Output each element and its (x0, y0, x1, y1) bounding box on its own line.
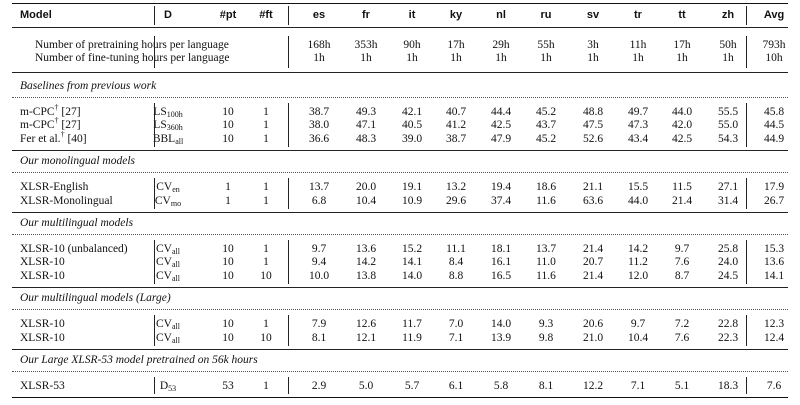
wer-value: 7.6 (674, 331, 690, 344)
dataset-name-subscript: en (172, 185, 180, 195)
wer-value: 9.7 (630, 318, 646, 331)
model-name (20, 332, 65, 345)
dataset-name-base: CV (154, 194, 171, 207)
column-divider (746, 315, 747, 346)
column-divider (154, 315, 155, 346)
column-divider (746, 36, 747, 68)
wer-value: 48.3 (355, 132, 377, 145)
wer-value: 20.0 (355, 181, 377, 194)
dagger-mark: † (60, 129, 65, 139)
dataset-name (156, 243, 180, 256)
wer-value: 47.9 (490, 132, 512, 145)
wer-value: 8.1 (311, 331, 327, 344)
column-header-tr: tr (634, 9, 642, 21)
wer-value: 21.4 (582, 243, 604, 255)
avg-value: 45.8 (763, 106, 785, 118)
section-end-rule (12, 397, 788, 398)
wer-value: 38.0 (308, 119, 330, 132)
wer-value: 13.7 (535, 243, 557, 255)
column-divider (154, 240, 155, 284)
finetune-langs: 10 (260, 269, 272, 282)
dataset-name-subscript: all (171, 260, 180, 270)
wer-value: 21.4 (582, 269, 604, 282)
column-divider (154, 6, 155, 25)
avg-value: 26.7 (763, 194, 785, 207)
dataset-name-base: CV (156, 269, 172, 282)
wer-value: 7.1 (448, 331, 464, 344)
wer-value: 38.7 (308, 106, 330, 118)
model-name (20, 380, 65, 393)
column-header-it: it (408, 9, 416, 21)
wer-value: 5.0 (358, 380, 374, 392)
finetuning-hours-value: 1h (360, 52, 372, 64)
wer-value: 14.2 (355, 256, 377, 269)
wer-value: 15.5 (627, 181, 649, 194)
model-name-base: XLSR-53 (20, 380, 65, 392)
wer-value: 11.5 (672, 181, 692, 194)
wer-value: 8.7 (674, 269, 690, 282)
pretrain-langs: 10 (222, 331, 234, 344)
wer-value: 9.3 (538, 318, 554, 331)
wer-value: 20.6 (582, 318, 604, 331)
section-title: Our multilingual models (20, 217, 134, 229)
wer-value: 12.0 (627, 269, 649, 282)
section-title: Our Large XLSR-53 model pretrained on 56k hours (20, 354, 258, 366)
model-name-base: XLSR-10 (20, 331, 65, 344)
column-divider (746, 103, 747, 147)
results-table (12, 0, 788, 405)
wer-value: 9.8 (538, 331, 554, 344)
dataset-name (160, 380, 176, 393)
section-rule (12, 234, 788, 235)
pretraining-hours-value: 17h (673, 39, 691, 51)
section-end-rule (12, 150, 788, 151)
wer-value: 10.0 (308, 269, 330, 282)
column-divider (288, 6, 289, 25)
finetune-langs: 1 (263, 380, 269, 392)
finetuning-hours-value: 1h (587, 52, 599, 64)
model-name-base: m-CPC (20, 119, 55, 132)
dataset-name-subscript: mo (170, 198, 182, 208)
dagger-mark: † (54, 116, 59, 126)
dataset-name-subscript: all (175, 136, 184, 146)
wer-value: 13.2 (445, 181, 467, 194)
finetune-langs: 1 (263, 256, 269, 269)
wer-value: 18.1 (490, 243, 512, 255)
dataset-name-subscript: 100h (166, 110, 183, 119)
pretraining-hours-value: 55h (537, 39, 555, 51)
pretrain-langs: 10 (222, 318, 234, 331)
dataset-name-base: LS (153, 106, 167, 118)
dataset-name (156, 181, 180, 194)
section-title: Baselines from previous work (20, 80, 157, 92)
pretrain-langs: 10 (222, 106, 234, 118)
wer-value: 42.5 (490, 119, 512, 132)
section-end-rule (12, 212, 788, 213)
dataset-name (156, 332, 180, 345)
model-name (20, 195, 113, 208)
column-header-d: D (164, 9, 172, 21)
column-header-sv: sv (586, 9, 600, 21)
finetune-langs: 1 (263, 194, 269, 207)
model-name (20, 270, 65, 283)
dataset-name-subscript: all (171, 247, 180, 256)
wer-value: 18.3 (717, 380, 739, 392)
dataset-name (153, 106, 182, 119)
wer-value: 8.4 (448, 256, 464, 269)
wer-value: 14.1 (401, 256, 423, 269)
finetuning-hours-label: Number of fine-tuning hours per language (35, 52, 230, 64)
wer-value: 7.1 (630, 380, 646, 392)
model-name (20, 129, 87, 146)
dagger-mark: † (54, 103, 59, 112)
finetuning-hours-value: 1h (450, 52, 462, 64)
wer-value: 11.6 (536, 194, 556, 207)
wer-value: 6.1 (448, 380, 464, 392)
wer-value: 47.3 (627, 119, 649, 132)
wer-value: 14.0 (401, 269, 423, 282)
dataset-name-subscript: all (171, 335, 180, 345)
column-divider (746, 377, 747, 394)
model-name-base: Fer et al. (20, 132, 61, 145)
column-divider (746, 178, 747, 209)
wer-value: 31.4 (717, 194, 739, 207)
model-name (20, 103, 81, 119)
finetune-langs: 1 (263, 181, 269, 194)
wer-value: 21.0 (582, 331, 604, 344)
column-divider (288, 240, 289, 284)
wer-value: 7.0 (448, 318, 464, 331)
reference: [27] (58, 106, 81, 118)
model-name-base: XLSR-10 (20, 269, 65, 282)
wer-value: 41.2 (445, 119, 467, 132)
dataset-name-subscript: all (171, 273, 180, 283)
header-rule (12, 27, 788, 28)
wer-value: 10.4 (627, 331, 649, 344)
model-name (20, 116, 81, 132)
finetune-langs: 1 (263, 132, 269, 145)
wer-value: 27.1 (717, 181, 739, 194)
column-divider (154, 103, 155, 147)
wer-value: 11.6 (536, 269, 556, 282)
model-name (20, 256, 65, 269)
avg-value: 12.4 (763, 331, 785, 344)
wer-value: 38.7 (445, 132, 467, 145)
finetuning-hours-value: 1h (313, 52, 325, 64)
wer-value: 24.0 (717, 256, 739, 269)
finetune-langs: 1 (263, 243, 269, 255)
finetune-langs: 1 (263, 318, 269, 331)
wer-value: 55.5 (717, 106, 739, 118)
pretraining-hours-value: 793h (762, 39, 786, 51)
pretraining-hours-value: 17h (447, 39, 465, 51)
column-header-nl: nl (496, 9, 506, 21)
model-name-base: m-CPC (20, 106, 55, 118)
wer-value: 6.8 (311, 194, 327, 207)
model-name (20, 243, 128, 256)
pretrain-langs: 10 (222, 269, 234, 282)
model-name-base: XLSR-Monolingual (20, 194, 113, 207)
wer-value: 49.7 (627, 106, 649, 118)
column-header-model: Model (20, 9, 52, 21)
pretrain-langs: 10 (222, 243, 234, 255)
wer-value: 36.6 (308, 132, 330, 145)
dataset-name (153, 133, 183, 146)
dataset-name-base: LS (153, 119, 167, 132)
column-divider (288, 315, 289, 346)
pretraining-hours-label: Number of pretraining hours per language (35, 39, 229, 51)
wer-value: 24.5 (717, 269, 739, 282)
wer-value: 42.0 (671, 119, 693, 132)
wer-value: 2.9 (311, 380, 327, 392)
wer-value: 10.9 (401, 194, 423, 207)
wer-value: 42.1 (401, 106, 423, 118)
column-divider (288, 103, 289, 147)
wer-value: 16.5 (490, 269, 512, 282)
wer-value: 42.5 (671, 132, 693, 145)
wer-value: 9.7 (311, 243, 327, 255)
wer-value: 21.1 (582, 181, 604, 194)
pretraining-hours-value: 353h (354, 39, 378, 51)
dataset-name (155, 195, 181, 208)
column-divider (288, 178, 289, 209)
wer-value: 20.7 (582, 256, 604, 269)
reference: [27] (58, 119, 81, 132)
section-rule (12, 97, 788, 98)
wer-value: 54.3 (717, 132, 739, 145)
wer-value: 47.5 (582, 119, 604, 132)
pretraining-hours-value: 29h (492, 39, 510, 51)
avg-value: 13.6 (763, 256, 785, 269)
pretraining-hours-value: 168h (307, 39, 331, 51)
finetune-langs: 10 (260, 331, 272, 344)
wer-value: 15.2 (401, 243, 423, 255)
wer-value: 14.0 (490, 318, 512, 331)
dataset-name-base: CV (156, 181, 173, 194)
wer-value: 13.9 (490, 331, 512, 344)
hours-rule (12, 72, 788, 73)
wer-value: 9.7 (674, 243, 690, 255)
finetuning-hours-value: 1h (406, 52, 418, 64)
dataset-name-base: BBL (152, 132, 176, 145)
section-end-rule (12, 349, 788, 350)
wer-value: 9.4 (311, 256, 327, 269)
pretrain-langs: 1 (225, 194, 231, 207)
wer-value: 43.7 (535, 119, 557, 132)
wer-value: 44.4 (490, 106, 512, 118)
avg-value: 44.5 (763, 119, 785, 132)
wer-value: 8.8 (448, 269, 464, 282)
section-rule (12, 371, 788, 372)
wer-value: 7.2 (674, 318, 690, 331)
pretraining-hours-value: 50h (719, 39, 737, 51)
wer-value: 40.7 (445, 106, 467, 118)
wer-value: 25.8 (717, 243, 739, 255)
column-header-zh: zh (721, 9, 735, 21)
wer-value: 5.8 (493, 380, 509, 392)
avg-value: 15.3 (763, 243, 785, 255)
pretraining-hours-value: 90h (403, 39, 421, 51)
avg-value: 17.9 (763, 181, 785, 194)
column-header-nft: #ft (259, 9, 273, 21)
section-title: Our multilingual models (Large) (20, 292, 171, 305)
wer-value: 18.6 (535, 181, 557, 194)
dataset-name (156, 256, 180, 269)
dataset-name-base: CV (156, 331, 172, 344)
pretrain-langs: 1 (225, 181, 231, 194)
column-header-ru: ru (540, 9, 552, 21)
wer-value: 10.4 (355, 194, 377, 207)
dataset-name-subscript: 53 (168, 384, 177, 393)
section-rule (12, 309, 788, 310)
pretrain-langs: 10 (222, 132, 234, 145)
column-divider (746, 6, 747, 25)
avg-value: 12.3 (763, 318, 785, 331)
model-name-base: XLSR-10 (20, 318, 65, 331)
wer-value: 5.1 (674, 380, 690, 392)
wer-value: 44.0 (627, 194, 649, 207)
wer-value: 22.8 (717, 318, 739, 331)
dataset-name-base: D (159, 380, 169, 392)
wer-value: 21.4 (671, 194, 693, 207)
avg-value: 7.6 (766, 380, 782, 392)
wer-value: 11.0 (536, 256, 556, 269)
wer-value: 13.6 (355, 243, 377, 255)
finetuning-hours-value: 1h (722, 52, 734, 64)
dataset-name-subscript: 360h (166, 123, 183, 133)
wer-value: 40.5 (401, 119, 423, 132)
wer-value: 48.8 (582, 106, 604, 118)
wer-value: 29.6 (445, 194, 467, 207)
pretrain-langs: 10 (222, 119, 234, 132)
wer-value: 11.2 (628, 256, 648, 269)
column-header-avg: Avg (763, 9, 785, 21)
wer-value: 63.6 (582, 194, 604, 207)
finetune-langs: 1 (263, 106, 269, 118)
wer-value: 7.6 (674, 256, 690, 269)
column-divider (154, 178, 155, 209)
wer-value: 11.9 (402, 331, 422, 344)
column-divider (288, 36, 289, 68)
pretrain-langs: 53 (222, 380, 234, 392)
wer-value: 55.0 (717, 119, 739, 132)
wer-value: 12.2 (582, 380, 604, 392)
finetune-langs: 1 (263, 119, 269, 132)
wer-value: 22.3 (717, 331, 739, 344)
wer-value: 49.3 (355, 106, 377, 118)
wer-value: 7.9 (311, 318, 327, 331)
dataset-name-base: CV (156, 318, 172, 331)
wer-value: 45.2 (535, 132, 557, 145)
column-divider (154, 36, 155, 68)
column-header-es: es (312, 9, 326, 21)
section-title: Our monolingual models (20, 155, 135, 168)
column-header-npt: #pt (219, 9, 237, 21)
wer-value: 44.0 (671, 106, 693, 118)
model-name-base: XLSR-English (20, 181, 89, 194)
finetuning-hours-value: 1h (632, 52, 644, 64)
dataset-name-base: CV (156, 243, 172, 255)
reference: [40] (64, 132, 87, 145)
column-divider (746, 240, 747, 284)
wer-value: 43.4 (627, 132, 649, 145)
avg-value: 44.9 (763, 132, 785, 145)
model-name-base: XLSR-10 (20, 256, 65, 269)
wer-value: 8.1 (538, 380, 554, 392)
section-rule (12, 172, 788, 173)
top-rule (12, 3, 788, 4)
pretrain-langs: 10 (222, 256, 234, 269)
dataset-name (153, 119, 182, 132)
section-end-rule (12, 287, 788, 288)
avg-value: 14.1 (763, 269, 785, 282)
wer-value: 5.7 (404, 380, 420, 392)
column-divider (154, 377, 155, 394)
wer-value: 19.1 (401, 181, 423, 194)
wer-value: 13.7 (308, 181, 330, 194)
wer-value: 37.4 (490, 194, 512, 207)
dataset-name-subscript: all (171, 322, 180, 332)
wer-value: 39.0 (401, 132, 423, 145)
wer-value: 16.1 (490, 256, 512, 269)
wer-value: 19.4 (490, 181, 512, 194)
dataset-name (156, 318, 180, 331)
finetuning-hours-value: 10h (765, 52, 783, 64)
wer-value: 45.2 (535, 106, 557, 118)
dataset-name (156, 270, 180, 283)
wer-value: 11.7 (402, 318, 422, 331)
dataset-name-base: CV (156, 256, 172, 269)
wer-value: 13.8 (355, 269, 377, 282)
finetuning-hours-value: 1h (676, 52, 688, 64)
wer-value: 52.6 (582, 132, 604, 145)
pretraining-hours-value: 3h (587, 39, 599, 51)
pretraining-hours-value: 11h (629, 39, 647, 51)
wer-value: 12.1 (355, 331, 377, 344)
column-divider (288, 377, 289, 394)
column-header-ky: ky (449, 9, 463, 21)
wer-value: 47.1 (355, 119, 377, 132)
column-header-tt: tt (678, 9, 686, 21)
finetuning-hours-value: 1h (540, 52, 552, 64)
wer-value: 11.1 (446, 243, 466, 255)
wer-value: 12.6 (355, 318, 377, 331)
wer-value: 14.2 (627, 243, 649, 255)
model-name (20, 318, 65, 331)
finetuning-hours-value: 1h (495, 52, 507, 64)
column-header-fr: fr (362, 9, 370, 21)
model-name-base: XLSR-10 (unbalanced) (20, 243, 128, 255)
model-name (20, 181, 88, 194)
